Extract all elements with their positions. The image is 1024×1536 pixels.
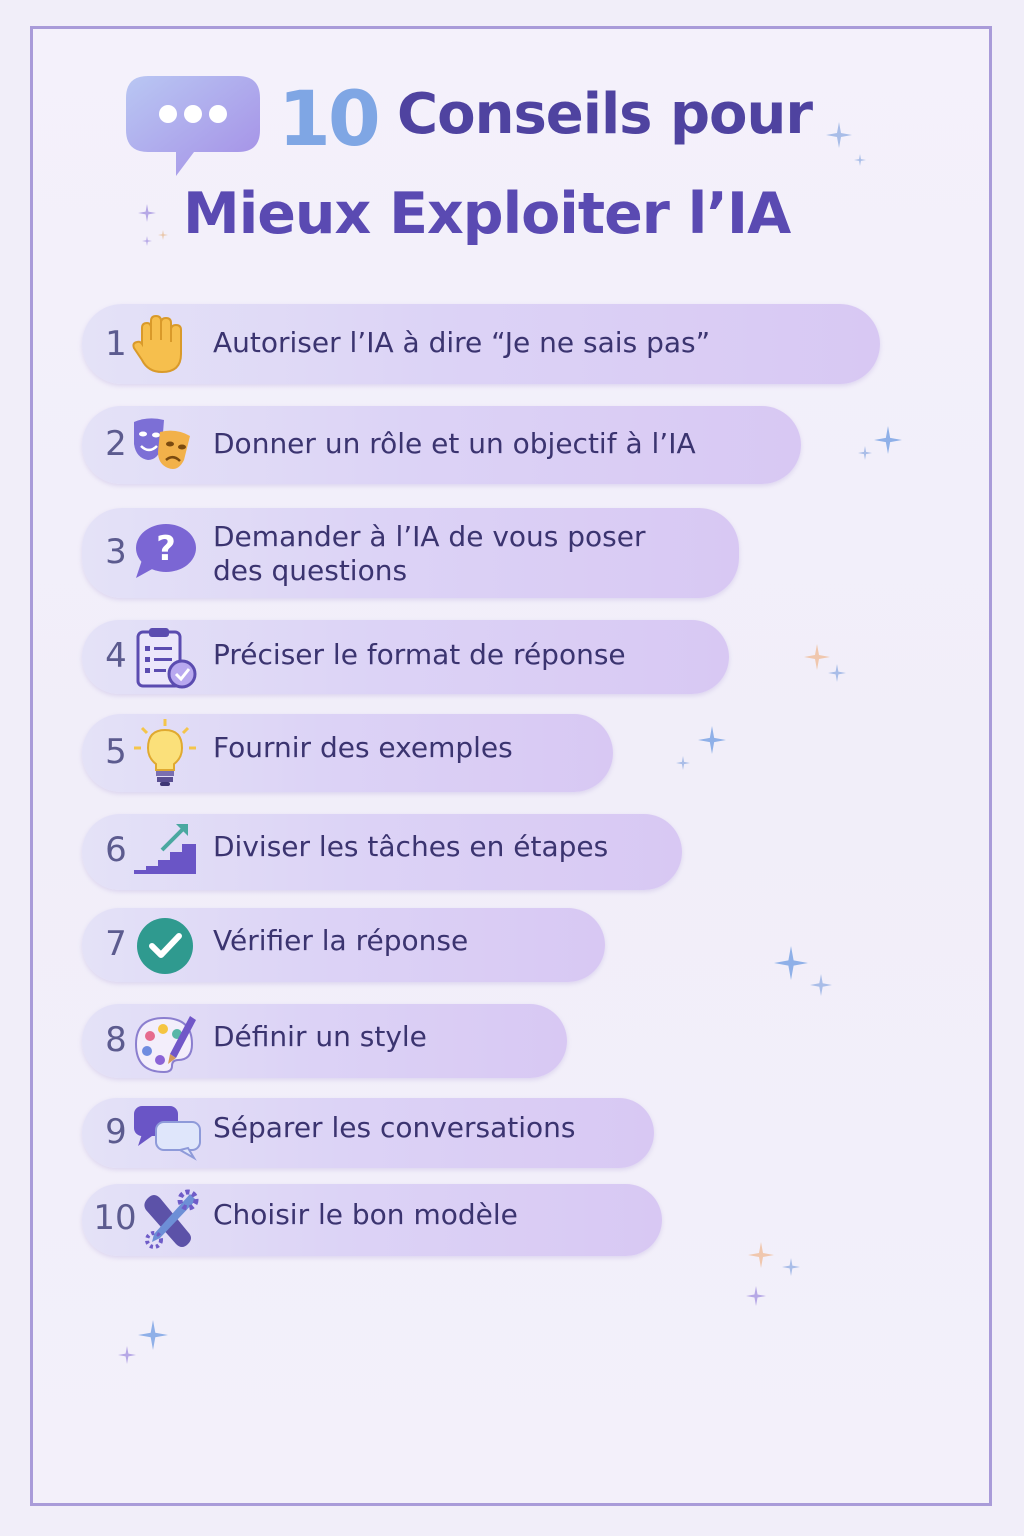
title-number: 10	[278, 74, 378, 163]
tip-item-6	[82, 814, 682, 890]
sparkle-icon	[810, 974, 832, 996]
tip-item-8	[82, 1004, 567, 1078]
sparkle-icon	[854, 154, 866, 166]
tip-label: Diviser les tâches en étapes	[213, 830, 609, 863]
tip-number: 1	[105, 324, 127, 364]
tip-label: Donner un rôle et un objectif à l’IA	[213, 427, 696, 460]
lightbulb-icon	[132, 718, 204, 778]
tip-label-line1: Demander à l’IA de vous poser	[213, 520, 646, 553]
tip-label: Fournir des exemples	[213, 731, 513, 764]
tip-number: 7	[105, 924, 127, 964]
tip-item-3	[82, 508, 739, 598]
tip-number: 8	[105, 1020, 127, 1060]
palette-icon	[132, 1010, 204, 1070]
tip-item-10	[82, 1184, 662, 1256]
tip-label: Séparer les conversations	[213, 1111, 576, 1144]
tip-label-line2: des questions	[213, 554, 408, 587]
svg-text:?: ?	[156, 529, 176, 569]
tip-label	[213, 520, 646, 588]
tip-item-9	[82, 1098, 654, 1168]
question-bubble-icon	[132, 520, 204, 580]
tools-gear-icon	[140, 1188, 212, 1248]
sparkle-icon	[118, 1346, 136, 1364]
tip-number: 5	[105, 732, 127, 772]
tip-number: 10	[93, 1198, 137, 1238]
sparkle-icon	[138, 204, 156, 222]
tip-item-2	[82, 406, 801, 484]
tip-number: 9	[105, 1112, 127, 1152]
sparkle-icon	[782, 1258, 800, 1276]
raised-hand-icon	[130, 314, 202, 374]
sparkle-icon	[858, 446, 872, 460]
tip-label: Choisir le bon modèle	[213, 1198, 518, 1231]
sparkle-icon	[138, 1320, 168, 1350]
chat-bubble-icon	[124, 74, 262, 180]
tip-number: 2	[105, 424, 127, 464]
tip-item-1	[82, 304, 880, 384]
chat-bubbles-icon	[132, 1104, 204, 1164]
sparkle-icon	[748, 1242, 774, 1268]
sparkle-icon	[804, 644, 830, 670]
tip-item-4	[82, 620, 729, 694]
sparkle-icon	[874, 426, 902, 454]
sparkle-icon	[158, 230, 168, 240]
tip-number: 4	[105, 636, 127, 676]
sparkle-icon	[142, 236, 152, 246]
clipboard-checklist-icon	[134, 626, 206, 686]
tip-label: Autoriser l’IA à dire “Je ne sais pas”	[213, 326, 711, 359]
tip-item-7	[82, 908, 605, 982]
theater-masks-icon	[130, 416, 202, 476]
sparkle-icon	[676, 756, 690, 770]
tip-number: 3	[105, 532, 127, 572]
title-line2: Mieux Exploiter l’IA	[183, 181, 791, 247]
sparkle-icon	[698, 726, 726, 754]
sparkle-icon	[826, 122, 852, 148]
sparkle-icon	[746, 1286, 766, 1306]
tip-label: Préciser le format de réponse	[213, 638, 626, 671]
tip-label: Définir un style	[213, 1020, 427, 1053]
stairs-arrow-icon	[132, 820, 204, 880]
tip-number: 6	[105, 830, 127, 870]
sparkle-icon	[774, 946, 808, 980]
check-circle-icon	[132, 916, 204, 976]
tip-item-5	[82, 714, 613, 792]
title-line1: Conseils pour	[397, 82, 813, 147]
sparkle-icon	[828, 664, 846, 682]
tip-label: Vérifier la réponse	[213, 924, 469, 957]
